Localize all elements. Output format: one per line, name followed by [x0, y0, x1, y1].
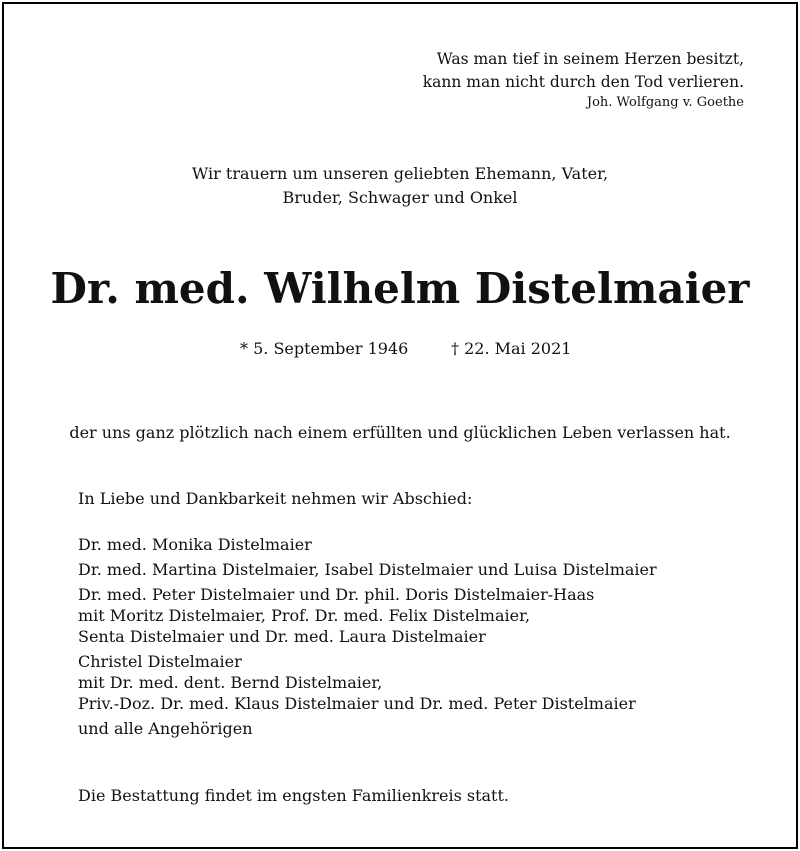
mourner-line: Christel Distelmaier: [78, 652, 242, 671]
mourner-line: mit Dr. med. dent. Bernd Distelmaier,: [78, 673, 383, 692]
intro-text: [0, 162, 800, 210]
mourner-line: Dr. med. Monika Distelmaier: [78, 535, 312, 554]
quote-author: Joh. Wolfgang v. Goethe: [586, 95, 744, 110]
mourners-list: [78, 534, 657, 743]
goethe-quote: [423, 48, 744, 112]
mourner-line: und alle Angehörigen: [78, 719, 253, 738]
tribute-sentence: der uns ganz plötzlich nach einem erfüllten und glücklichen Leben verlassen hat.: [69, 423, 731, 442]
mourner-entry: [78, 584, 657, 647]
deceased-name: Dr. med. Wilhelm Distelmaier: [50, 264, 750, 313]
death-date: † 22. Mai 2021: [451, 339, 572, 358]
mourner-line: Dr. med. Peter Distelmaier und Dr. phil. Doris Distelmaier-Haas: [78, 585, 595, 604]
quote-line: kann man nicht durch den Tod verlieren.: [422, 73, 744, 91]
mourner-line: Priv.-Doz. Dr. med. Klaus Distelmaier und Dr. med. Peter Distelmaier: [78, 694, 636, 713]
mourner-line: Senta Distelmaier und Dr. med. Laura Distelmaier: [78, 627, 486, 646]
mourner-entry: [78, 651, 657, 714]
mourner-line: mit Moritz Distelmaier, Prof. Dr. med. Felix Distelmaier,: [78, 606, 531, 625]
farewell-line: In Liebe und Dankbarkeit nehmen wir Abschied:: [78, 489, 473, 508]
birth-date: * 5. September 1946: [240, 339, 409, 358]
intro-line: Wir trauern um unseren geliebten Ehemann, Vater,: [191, 164, 609, 183]
mourner-entry: [78, 534, 657, 555]
quote-line: Was man tief in seinem Herzen besitzt,: [436, 50, 744, 68]
mourner-entry: [78, 559, 657, 580]
intro-line: Bruder, Schwager und Onkel: [282, 188, 518, 207]
mourner-entry: [78, 718, 657, 739]
burial-notice: Die Bestattung findet im engsten Familienkreis statt.: [78, 786, 509, 805]
mourner-line: Dr. med. Martina Distelmaier, Isabel Distelmaier und Luisa Distelmaier: [78, 560, 657, 579]
